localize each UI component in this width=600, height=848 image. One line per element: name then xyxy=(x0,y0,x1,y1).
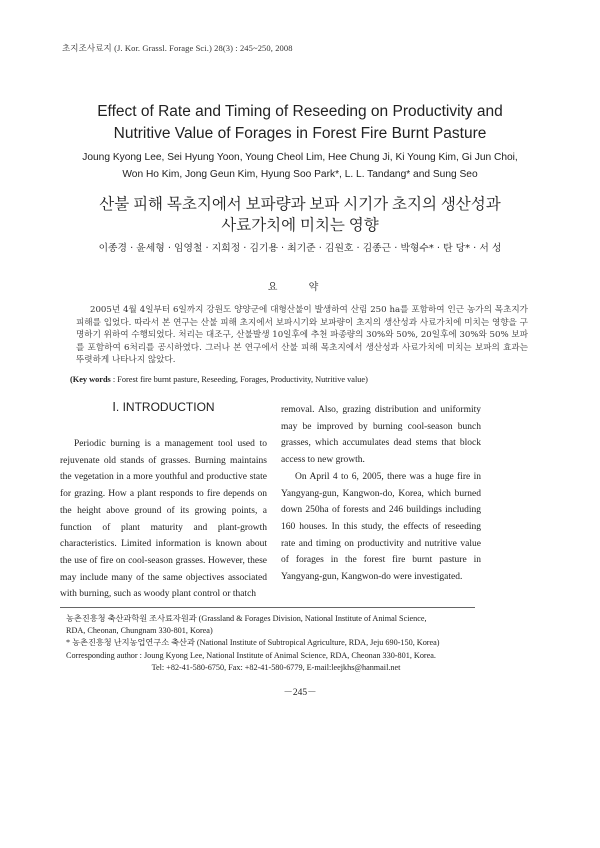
korean-title-line-1: 산불 피해 목초지에서 보파량과 보파 시기가 초지의 생산성과 xyxy=(99,196,501,213)
abstract-body: 2005년 4월 4일부터 6일까지 강원도 양양군에 대형산불이 발생하여 산림 250 ha를 포함하여 인근 농가의 목초지가 피해를 입었다. 따라서 본 연구는 산불 피해 초지에서 보파시기와 보파량이 초지의 생산성과 사료가치에 미치는 영향을 구명하기 위하여 수행되었다. 처리는 대조구, 산불발생 10일후에 추천 파종량의 30%와 50%, 20일후에 30%와 50% 보파를 포함하여 6처리를 공시하였다. 그러나 본 연구에서 산불 피해 목초지에서 생산성과 사료가치에 미치는 보파의 효과는 뚜렷하게 나타나지 않았다. xyxy=(76,305,528,366)
english-title-line-1: Effect of Rate and Timing of Reseeding on Productivity and xyxy=(97,103,503,120)
korean-authors: 이종경 · 윤세형 · 임영철 · 지희정 · 김기용 · 최기준 · 김원호 · 김종근 · 박형수* · 탄 당* · 서 성 xyxy=(98,243,502,254)
intro-paragraph-1: Periodic burning is a management tool used to rejuvenate old stands of grasses. Burning maintains the vegetation in a more youthful and productive state for grazing. How a plant responds to fire depends on the height above ground of its growing points, a function of plant maturity and plant-growth characteristics. Limited information is known about the use of fire on cool-season grasses. However, these may include many of the same objectives associated with burning, such as woody plant control or thatch xyxy=(60,439,267,600)
left-column xyxy=(60,400,267,603)
footnote-affiliation-1: 농촌진흥청 축산과학원 조사료자원과 (Grassland & Forages Division, National Institute of Animal Science, xyxy=(66,614,427,623)
korean-title-line-2: 사료가치에 미치는 영향 xyxy=(221,217,379,234)
english-title xyxy=(40,101,560,145)
keywords-label: (Key words xyxy=(70,375,111,384)
keywords-text: : Forest fire burnt pasture, Reseeding, Forages, Productivity, Nutritive value) xyxy=(112,375,368,384)
journal-header: 초지조사료지 (J. Kor. Grassl. Forage Sci.) 28(3) : 245~250, 2008 xyxy=(62,43,293,53)
intro-paragraph-2: On April 4 to 6, 2005, there was a huge fire in Yangyang-gun, Kangwon-do, Korea, which burned down 250ha of forests and 246 buildings including 160 houses. In this study, the effects of reseeding rate and timing on productivity and nutritive value of forages in the forest fire burnt pasture in Yangyang-gun, Kangwon-do were investigated. xyxy=(281,471,481,583)
footnote-contact: Tel: +82-41-580-6750, Fax: +82-41-580-6779, E-mail:leejkhs@hanmail.net xyxy=(151,662,401,672)
korean-title xyxy=(40,194,560,236)
abstract-heading: 요 약 xyxy=(267,282,333,293)
keywords xyxy=(70,375,540,384)
intro-paragraph-1-continued: removal. Also, grazing distribution and uniformity may be improved by burning cool-season bunch grasses, which accumulates dead stems that block access to new growth. xyxy=(281,405,481,466)
footnote-corresponding-author: Corresponding author : Joung Kyong Lee, National Institute of Animal Science, RDA, Cheonan 330-801, Korea. xyxy=(66,650,436,660)
english-title-line-2: Nutritive Value of Forages in Forest Fire Burnt Pasture xyxy=(113,125,487,142)
page-number: －245－ xyxy=(283,688,317,698)
english-authors-line-2: Won Ho Kim, Jong Geun Kim, Hyung Soo Park*, L. L. Tandang* and Sung Seo xyxy=(122,169,478,180)
footnote-divider xyxy=(60,607,475,608)
footnote-affiliation-2: * 농촌진흥청 난지농업연구소 축산과 (National Institute of Subtropical Agriculture, RDA, Jeju 690-150, Korea) xyxy=(66,638,440,648)
footnote-affiliation-1-cont: RDA, Cheonan, Chungnam 330-801, Korea) xyxy=(66,626,213,636)
section-heading-introduction: Ⅰ. INTRODUCTION xyxy=(112,400,215,414)
english-authors-line-1: Joung Kyong Lee, Sei Hyung Yoon, Young Cheol Lim, Hee Chung Ji, Ki Young Kim, Gi Jun Choi, xyxy=(82,152,518,163)
right-column xyxy=(281,402,481,586)
footnotes xyxy=(66,613,486,674)
english-authors xyxy=(40,149,560,183)
